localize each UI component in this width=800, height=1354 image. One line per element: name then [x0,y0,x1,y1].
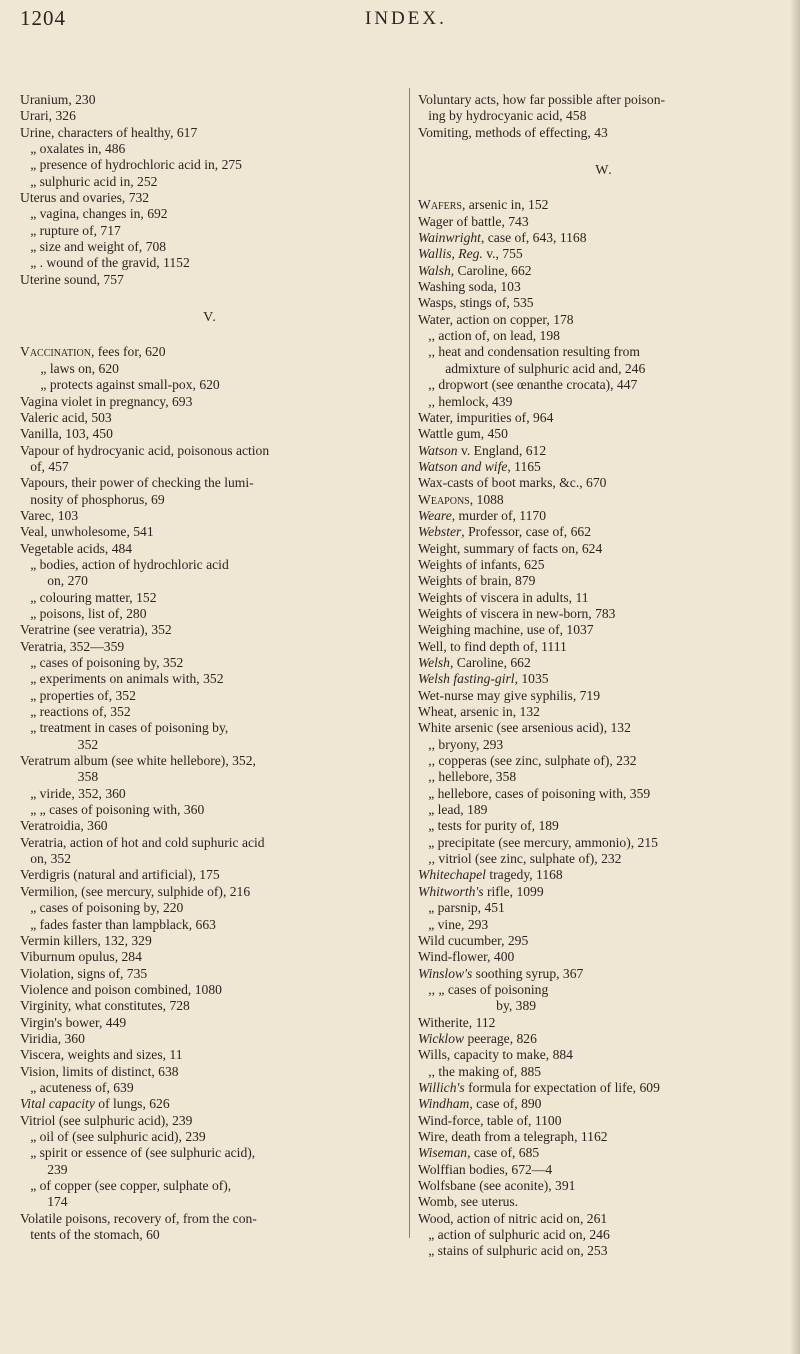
index-entry [20,884,400,900]
entry-line: Vagina violet in pregnancy, 693 [20,393,193,409]
entry-line: Wiseman, case of, 685 [418,1145,540,1161]
index-entry [20,606,400,622]
entry-line: Womb, see uterus. [418,1194,519,1210]
index-entry [20,704,400,720]
entry-line: „ rupture of, 717 [30,222,121,238]
entry-line: Wet-nurse may give syphilis, 719 [418,687,601,703]
entry-line: Viburnum opulus, 284 [20,949,142,965]
entry-line: Urari, 326 [20,108,76,124]
entry-line: Wicklow peerage, 826 [418,1030,537,1046]
index-entry [418,1145,790,1161]
index-entry [418,328,790,344]
index-entry [418,966,790,982]
index-entry [418,295,790,311]
index-entry [20,206,400,222]
index-entry [20,998,400,1014]
entry-line: Weight, summary of facts on, 624 [418,540,603,556]
entry-line: „ parsnip, 451 [428,900,505,916]
index-entry [20,443,400,476]
index-entry [418,557,790,573]
entry-line: White arsenic (see arsenious acid), 132 [418,720,631,736]
index-entry [418,769,790,785]
entry-line: „ oil of (see sulphuric acid), 239 [30,1128,206,1144]
index-entry [20,255,400,271]
index-entry [20,786,400,802]
entry-line: ,, vitriol (see zinc, sulphate of), 232 [428,851,622,867]
entry-continuation: 358 [77,769,99,785]
entry-line: „ fades faster than lampblack, 663 [30,916,216,932]
index-entry [20,92,400,108]
index-entry [20,190,400,206]
index-entry [418,1129,790,1145]
entry-line: „ cases of poisoning by, 352 [30,655,184,670]
index-entry [418,982,790,1015]
index-entry [418,851,790,867]
entry-line: Wallis, Reg. v., 755 [418,246,523,262]
entry-line: ,, bryony, 293 [428,736,504,752]
index-entry [20,753,400,786]
entry-line: ,, the making of, 885 [428,1063,542,1079]
entry-line: Washing soda, 103 [418,279,521,295]
entry-line: Watson v. England, 612 [418,442,547,458]
entry-line: Veratroidia, 360 [20,818,108,834]
entry-line: „ acuteness of, 639 [30,1079,134,1095]
index-entry [418,492,790,508]
entry-line: Vitriol (see sulphuric acid), 239 [20,1112,193,1128]
entry-line: „ cases of poisoning by, 220 [30,900,184,916]
entry-line: Viscera, weights and sizes, 11 [20,1047,183,1063]
entry-line: Vision, limits of distinct, 638 [20,1063,179,1079]
entry-line: Well, to find depth of, 1111 [418,638,567,654]
entry-line: Wafers, arsenic in, 152 [418,197,549,213]
index-entry [418,835,790,851]
index-entry [418,279,790,295]
index-entry [418,1227,790,1243]
entry-line: „ colouring matter, 152 [30,589,157,605]
entry-line: Wolfsbane (see aconite), 391 [418,1178,576,1193]
entry-line: Veratria, 352—359 [20,638,125,654]
index-entry [418,884,790,900]
index-entry [20,508,400,524]
index-entry [418,1194,790,1210]
entry-line: „ poisons, list of, 280 [30,605,147,621]
index-entry [20,1211,400,1244]
entry-line: „ spirit or essence of (see sulphuric acid), [30,1145,256,1161]
entry-line: Wager of battle, 743 [418,213,529,229]
index-entry [20,1080,400,1096]
entry-line: Verdigris (natural and artificial), 175 [20,867,220,883]
index-entry [418,639,790,655]
entry-line: „ vine, 293 [428,916,489,932]
page-number: 1204 [20,6,66,30]
index-entry [418,606,790,622]
index-entry [418,410,790,426]
index-entry [418,230,790,246]
entry-line: ,, hellebore, 358 [428,769,517,785]
index-entry [418,1096,790,1112]
entry-line: Whitechapel tragedy, 1168 [418,867,563,883]
index-entry [418,671,790,687]
entry-line: „ laws on, 620 [40,360,119,376]
entry-line: Wainwright, case of, 643, 1168 [418,230,587,246]
entry-line: Witherite, 112 [418,1014,496,1030]
index-entry [418,1047,790,1063]
index-entry [20,688,400,704]
index-entry [418,1178,790,1194]
index-entry [418,1162,790,1178]
entry-line: Virginity, what constitutes, 728 [20,998,190,1014]
index-entry [418,1080,790,1096]
entry-line: Vomiting, methods of effecting, 43 [418,124,608,140]
entry-line: Water, impurities of, 964 [418,409,554,425]
entry-line: „ protects against small-pox, 620 [40,377,220,393]
index-entry [418,263,790,279]
index-column-left [20,92,400,1243]
entry-continuation: 174 [47,1194,68,1210]
index-entry [20,1113,400,1129]
entry-line: Wax-casts of boot marks, &c., 670 [418,475,607,491]
index-entry [418,214,790,230]
entry-line: „ treatment in cases of poisoning by, [30,720,229,736]
entry-line: Weare, murder of, 1170 [418,507,546,523]
entry-line: Voluntary acts, how far possible after poison- [418,92,666,107]
entry-line: Volatile poisons, recovery of, from the con- [20,1210,257,1226]
entry-line: „ size and weight of, 708 [30,239,167,255]
entry-continuation: nosity of phosphorus, 69 [30,491,165,507]
index-entry [20,541,400,557]
entry-line: Veratria, action of hot and cold suphuric acid [20,834,265,850]
index-entry [418,508,790,524]
entry-line: ,, heat and condensation resulting from [428,344,640,360]
index-entry [418,1243,790,1259]
index-entry [20,671,400,687]
index-entry [418,459,790,475]
index-entry [20,157,400,173]
entry-line: Weights of viscera in adults, 11 [418,589,589,605]
entry-line: Weapons, 1088 [418,491,504,507]
entry-line: Whitworth's rifle, 1099 [418,883,544,899]
index-entry [418,377,790,393]
entry-line: „ . wound of the gravid, 1152 [30,255,190,271]
entry-line: „ tests for purity of, 189 [428,818,559,834]
index-entry [418,720,790,736]
entry-line: Vermin killers, 132, 329 [20,932,152,948]
index-entry [418,786,790,802]
entry-line: Vaccination, fees for, 620 [20,344,166,360]
index-entry [418,524,790,540]
entry-line: „ vagina, changes in, 692 [30,206,168,222]
index-entry [20,1178,400,1211]
index-entry [20,108,400,124]
entry-line: Wild cucumber, 295 [418,932,529,948]
entry-continuation: on, 352 [30,851,71,867]
entry-line: ,, „ cases of poisoning [428,981,549,997]
entry-line: „ sulphuric acid in, 252 [30,173,158,189]
index-entry [20,394,400,410]
entry-line: Wind-force, table of, 1100 [418,1112,562,1128]
page-edge-shadow [790,0,800,1354]
index-entry [418,197,790,213]
entry-line: ,, copperas (see zinc, sulphate of), 232 [428,753,637,769]
index-entry [418,475,790,491]
column-divider [409,88,410,1238]
entry-line: „ oxalates in, 486 [30,141,126,157]
section-letter: V. [203,310,217,326]
entry-line: Vapours, their power of checking the lumi- [20,475,254,491]
index-entry [20,933,400,949]
entry-line: Wattle gum, 450 [418,426,508,442]
entry-line: Water, action on copper, 178 [418,311,574,327]
index-entry [20,125,400,141]
index-entry [20,475,400,508]
entry-line: Uterine sound, 757 [20,271,124,287]
entry-line: Vanilla, 103, 450 [20,426,113,442]
entry-line: Watson and wife, 1165 [418,458,541,474]
entry-line: „ reactions of, 352 [30,704,131,720]
index-entry [20,1047,400,1063]
entry-line: Weights of viscera in new-born, 783 [418,605,616,621]
index-entry [418,125,790,141]
index-entry [418,622,790,638]
entry-line: Willich's formula for expectation of life, 609 [418,1079,660,1095]
entry-line: Wind-flower, 400 [418,949,515,965]
entry-continuation: on, 270 [47,573,88,589]
index-entry [20,1129,400,1145]
index-entry [418,1015,790,1031]
index-entry [20,639,400,655]
entry-line: Vegetable acids, 484 [20,540,133,556]
index-entry [418,394,790,410]
index-entry [20,426,400,442]
entry-line: Veratrine (see veratria), 352 [20,622,172,638]
entry-line: Wood, action of nitric acid on, 261 [418,1210,608,1226]
entry-line: ,, hemlock, 439 [428,393,513,409]
entry-line: Wire, death from a telegraph, 1162 [418,1128,608,1144]
index-entry [418,900,790,916]
index-entry [20,818,400,834]
index-entry [20,557,400,590]
entry-line: Wasps, stings of, 535 [418,295,534,311]
index-entry [418,917,790,933]
entry-line: Uterus and ovaries, 732 [20,190,150,206]
entry-line: „ of copper (see copper, sulphate of), [30,1178,232,1193]
entry-line: „ stains of sulphuric acid on, 253 [428,1243,608,1259]
entry-line: „ action of sulphuric acid on, 246 [428,1227,610,1243]
index-entry [20,239,400,255]
index-column-right [418,92,790,1260]
index-entry [418,573,790,589]
index-entry [20,377,400,393]
index-entry [418,1211,790,1227]
index-entry [418,246,790,262]
index-entry [20,835,400,868]
entry-line: Vapour of hydrocyanic acid, poisonous action [20,442,270,458]
index-entry [418,1064,790,1080]
index-entry [20,655,400,671]
index-entry [20,590,400,606]
entry-line: „ experiments on animals with, 352 [30,671,224,687]
entry-line: „ bodies, action of hydrochloric acid [30,556,229,572]
entry-continuation: tents of the stomach, 60 [30,1227,160,1243]
entry-continuation: 239 [47,1161,68,1177]
index-entry [418,312,790,328]
entry-line: „ hellebore, cases of poisoning with, 359 [428,785,651,801]
entry-line: Weights of infants, 625 [418,556,545,572]
index-entry [20,141,400,157]
index-entry [418,867,790,883]
entry-line: „ lead, 189 [428,802,488,818]
section-letter: W. [595,163,613,179]
entry-continuation: ing by hydrocyanic acid, 458 [428,108,587,124]
entry-line: „ viride, 352, 360 [30,785,126,801]
index-entry [418,655,790,671]
entry-continuation: by, 389 [496,998,537,1014]
entry-line: „ properties of, 352 [30,687,136,703]
index-entry [418,426,790,442]
entry-line: Vermilion, (see mercury, sulphide of), 216 [20,883,251,899]
entry-line: Wills, capacity to make, 884 [418,1047,573,1063]
index-entry [20,720,400,753]
entry-line: Webster, Professor, case of, 662 [418,524,591,540]
entry-continuation: admixture of sulphuric acid and, 246 [445,360,646,376]
index-entry [418,737,790,753]
index-entry [418,688,790,704]
index-entry [20,1015,400,1031]
entry-line: ,, action of, on lead, 198 [428,328,560,344]
entry-line: Weighing machine, use of, 1037 [418,622,594,638]
entry-line: Wolffian bodies, 672—4 [418,1161,553,1177]
entry-line: Violation, signs of, 735 [20,965,148,981]
entry-line: Virgin's bower, 449 [20,1014,127,1030]
entry-line: Welsh, Caroline, 662 [418,655,531,670]
entry-line: „ precipitate (see mercury, ammonio), 215 [428,834,658,850]
index-entry [418,818,790,834]
index-entry [418,933,790,949]
entry-continuation: 352 [77,736,99,752]
entry-line: Valeric acid, 503 [20,409,112,425]
index-entry [418,541,790,557]
index-entry [418,344,790,377]
index-entry [20,410,400,426]
entry-line: Winslow's soothing syrup, 367 [418,965,584,981]
index-entry [418,802,790,818]
index-entry [20,223,400,239]
entry-line: Violence and poison combined, 1080 [20,981,222,997]
entry-line: Welsh fasting-girl, 1035 [418,671,549,687]
index-entry [20,1096,400,1112]
entry-line: ,, dropwort (see œnanthe crocata), 447 [428,377,638,393]
index-entry [20,900,400,916]
index-entry [418,590,790,606]
entry-line: Wheat, arsenic in, 132 [418,704,540,720]
entry-line: Walsh, Caroline, 662 [418,262,532,278]
running-title: INDEX. [365,8,447,29]
index-entry [20,1031,400,1047]
index-entry [20,344,400,360]
index-entry [20,966,400,982]
index-entry [20,1145,400,1178]
index-entry [20,917,400,933]
entry-line: Urine, characters of healthy, 617 [20,124,198,140]
index-entry [418,753,790,769]
index-entry [20,524,400,540]
entry-line: Windham, case of, 890 [418,1096,542,1112]
index-entry [418,1031,790,1047]
index-entry [418,443,790,459]
entry-line: Viridia, 360 [20,1030,85,1046]
index-entry [20,802,400,818]
index-entry [20,982,400,998]
index-entry [20,622,400,638]
index-entry [20,174,400,190]
index-entry [418,704,790,720]
entry-line: „ presence of hydrochloric acid in, 275 [30,157,242,173]
entry-line: Varec, 103 [20,507,79,523]
entry-continuation: of, 457 [30,458,69,474]
entry-line: Uranium, 230 [20,92,96,107]
entry-line: Vital capacity of lungs, 626 [20,1096,170,1112]
entry-line: Veratrum album (see white hellebore), 352, [20,753,256,769]
entry-line: Weights of brain, 879 [418,573,536,589]
index-entry [418,949,790,965]
index-entry [20,1064,400,1080]
index-entry [418,92,790,125]
index-entry [20,949,400,965]
entry-line: Veal, unwholesome, 541 [20,524,154,540]
entry-line: „ „ cases of poisoning with, 360 [30,802,205,818]
index-entry [20,272,400,288]
index-entry [418,1113,790,1129]
index-entry [20,867,400,883]
index-entry [20,361,400,377]
